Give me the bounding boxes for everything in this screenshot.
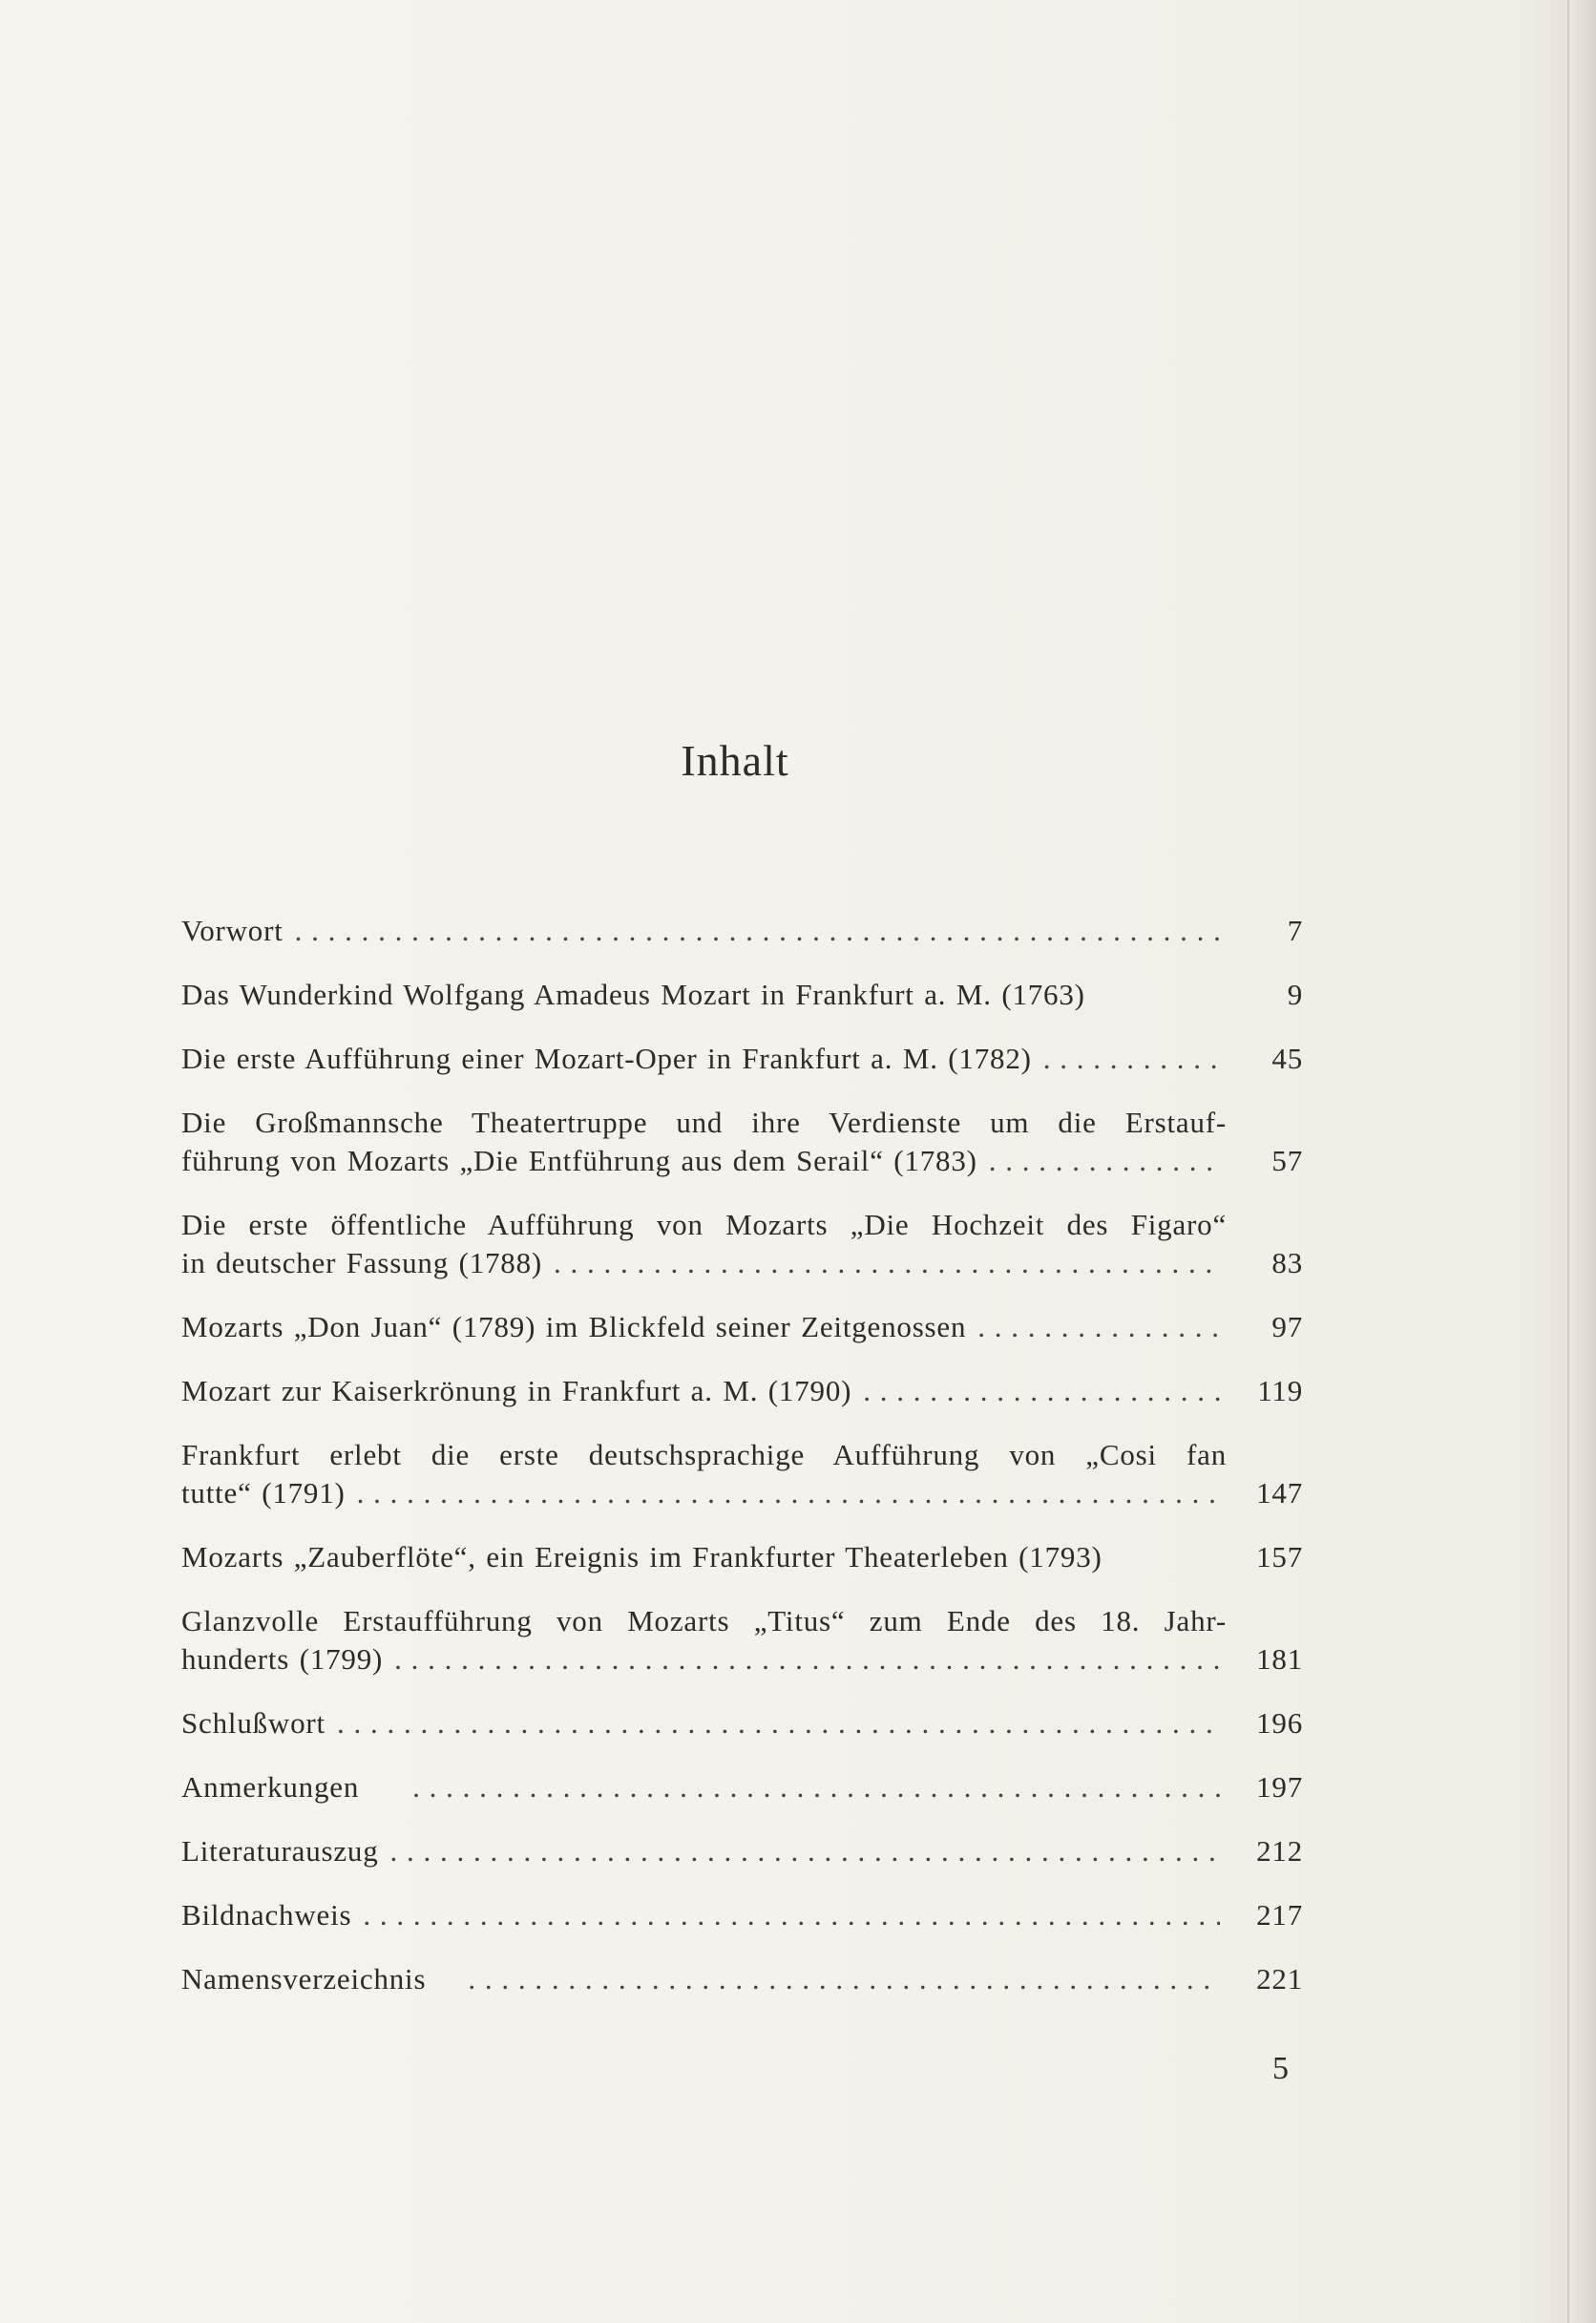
dot-leader — [989, 1142, 1220, 1180]
page-title: Inhalt — [681, 736, 789, 785]
toc-entry-page: 83 — [1271, 1246, 1303, 1279]
toc-entry-title: Vorwort — [181, 914, 284, 947]
dot-leader — [977, 1308, 1220, 1346]
toc-entry-page: 196 — [1256, 1706, 1303, 1740]
page-edge — [1567, 0, 1596, 2323]
toc-entry — [181, 1896, 1303, 1934]
toc-entry — [181, 1372, 1303, 1410]
dot-leader — [357, 1474, 1220, 1512]
toc-entry — [181, 1040, 1303, 1078]
toc-entry-title: Mozarts „Don Juan“ (1789) im Blickfeld seiner Zeitgenossen — [181, 1310, 967, 1343]
toc-entry-page: 217 — [1256, 1898, 1303, 1932]
toc-entry-title: Glanzvolle Erstaufführung von Mozarts „Titus“ zum Ende des 18. Jahr- — [181, 1604, 1227, 1637]
dot-leader — [295, 912, 1220, 950]
toc-entry-title: Mozart zur Kaiserkrönung in Frankfurt a. M. (1790) — [181, 1374, 852, 1407]
toc-entry-page: 212 — [1256, 1834, 1303, 1868]
toc-entry — [181, 1704, 1303, 1742]
dot-leader — [412, 1768, 1220, 1806]
toc-entry-page: 147 — [1256, 1476, 1303, 1510]
toc-entry — [181, 1104, 1303, 1180]
toc-entry-page: 197 — [1256, 1770, 1303, 1804]
toc-entry-title: Das Wunderkind Wolfgang Amadeus Mozart in Frankfurt a. M. (1763) — [181, 978, 1085, 1011]
dot-leader — [863, 1372, 1220, 1410]
toc-entry-page: 9 — [1287, 978, 1303, 1011]
toc-entry — [181, 1436, 1303, 1512]
dot-leader — [554, 1244, 1220, 1282]
dot-leader — [1043, 1040, 1220, 1078]
toc-entry-page: 119 — [1257, 1374, 1303, 1407]
toc-entry-page: 157 — [1256, 1540, 1303, 1573]
toc-entry-title: Namensverzeichnis — [181, 1962, 427, 1996]
page-number: 5 — [1272, 2051, 1289, 2086]
toc-entry-title: Mozarts „Zauberflöte“, ein Ereignis im Frankfurter Theaterleben (1793) — [181, 1540, 1102, 1573]
dot-leader — [394, 1640, 1220, 1679]
toc-entry — [181, 976, 1303, 1014]
toc-entry — [181, 1960, 1303, 1998]
dot-leader — [390, 1832, 1220, 1870]
toc-entry-page: 45 — [1271, 1042, 1303, 1075]
toc-entry-title: Frankfurt erlebt die erste deutschsprachige Aufführung von „Cosi fan — [181, 1438, 1227, 1471]
toc-entry — [181, 912, 1303, 950]
toc-entry-title: Die Großmannsche Theatertruppe und ihre Verdienste um die Erstauf- — [181, 1106, 1227, 1139]
toc-entry-page: 7 — [1287, 914, 1303, 947]
toc-entry — [181, 1538, 1303, 1576]
toc-entry-title: Bildnachweis — [181, 1898, 352, 1932]
toc-entry — [181, 1308, 1303, 1346]
table-of-contents — [181, 912, 1303, 1998]
toc-entry-page: 181 — [1256, 1642, 1303, 1676]
dot-leader — [363, 1896, 1220, 1934]
toc-entry-title-cont: tutte“ (1791) — [181, 1476, 346, 1510]
toc-entry-title-cont: führung von Mozarts „Die Entführung aus dem Serail“ (1783) — [181, 1144, 977, 1177]
toc-entry — [181, 1832, 1303, 1870]
toc-entry — [181, 1206, 1303, 1282]
dot-leader — [337, 1704, 1220, 1742]
toc-entry-title: Die erste Aufführung einer Mozart-Oper in Frankfurt a. M. (1782) — [181, 1042, 1032, 1075]
toc-entry-page: 57 — [1271, 1144, 1303, 1177]
toc-entry-title: Schlußwort — [181, 1706, 326, 1740]
toc-entry-title-cont: in deutscher Fassung (1788) — [181, 1246, 543, 1279]
toc-entry-title: Anmerkungen — [181, 1770, 360, 1804]
dot-leader — [468, 1960, 1220, 1998]
toc-entry — [181, 1768, 1303, 1806]
toc-entry-title-cont: hunderts (1799) — [181, 1642, 384, 1676]
toc-entry — [181, 1602, 1303, 1679]
toc-entry-title: Literaturauszug — [181, 1834, 379, 1868]
toc-entry-title: Die erste öffentliche Aufführung von Mozarts „Die Hochzeit des Figaro“ — [181, 1208, 1227, 1241]
toc-entry-page: 221 — [1256, 1962, 1303, 1996]
toc-entry-page: 97 — [1271, 1310, 1303, 1343]
